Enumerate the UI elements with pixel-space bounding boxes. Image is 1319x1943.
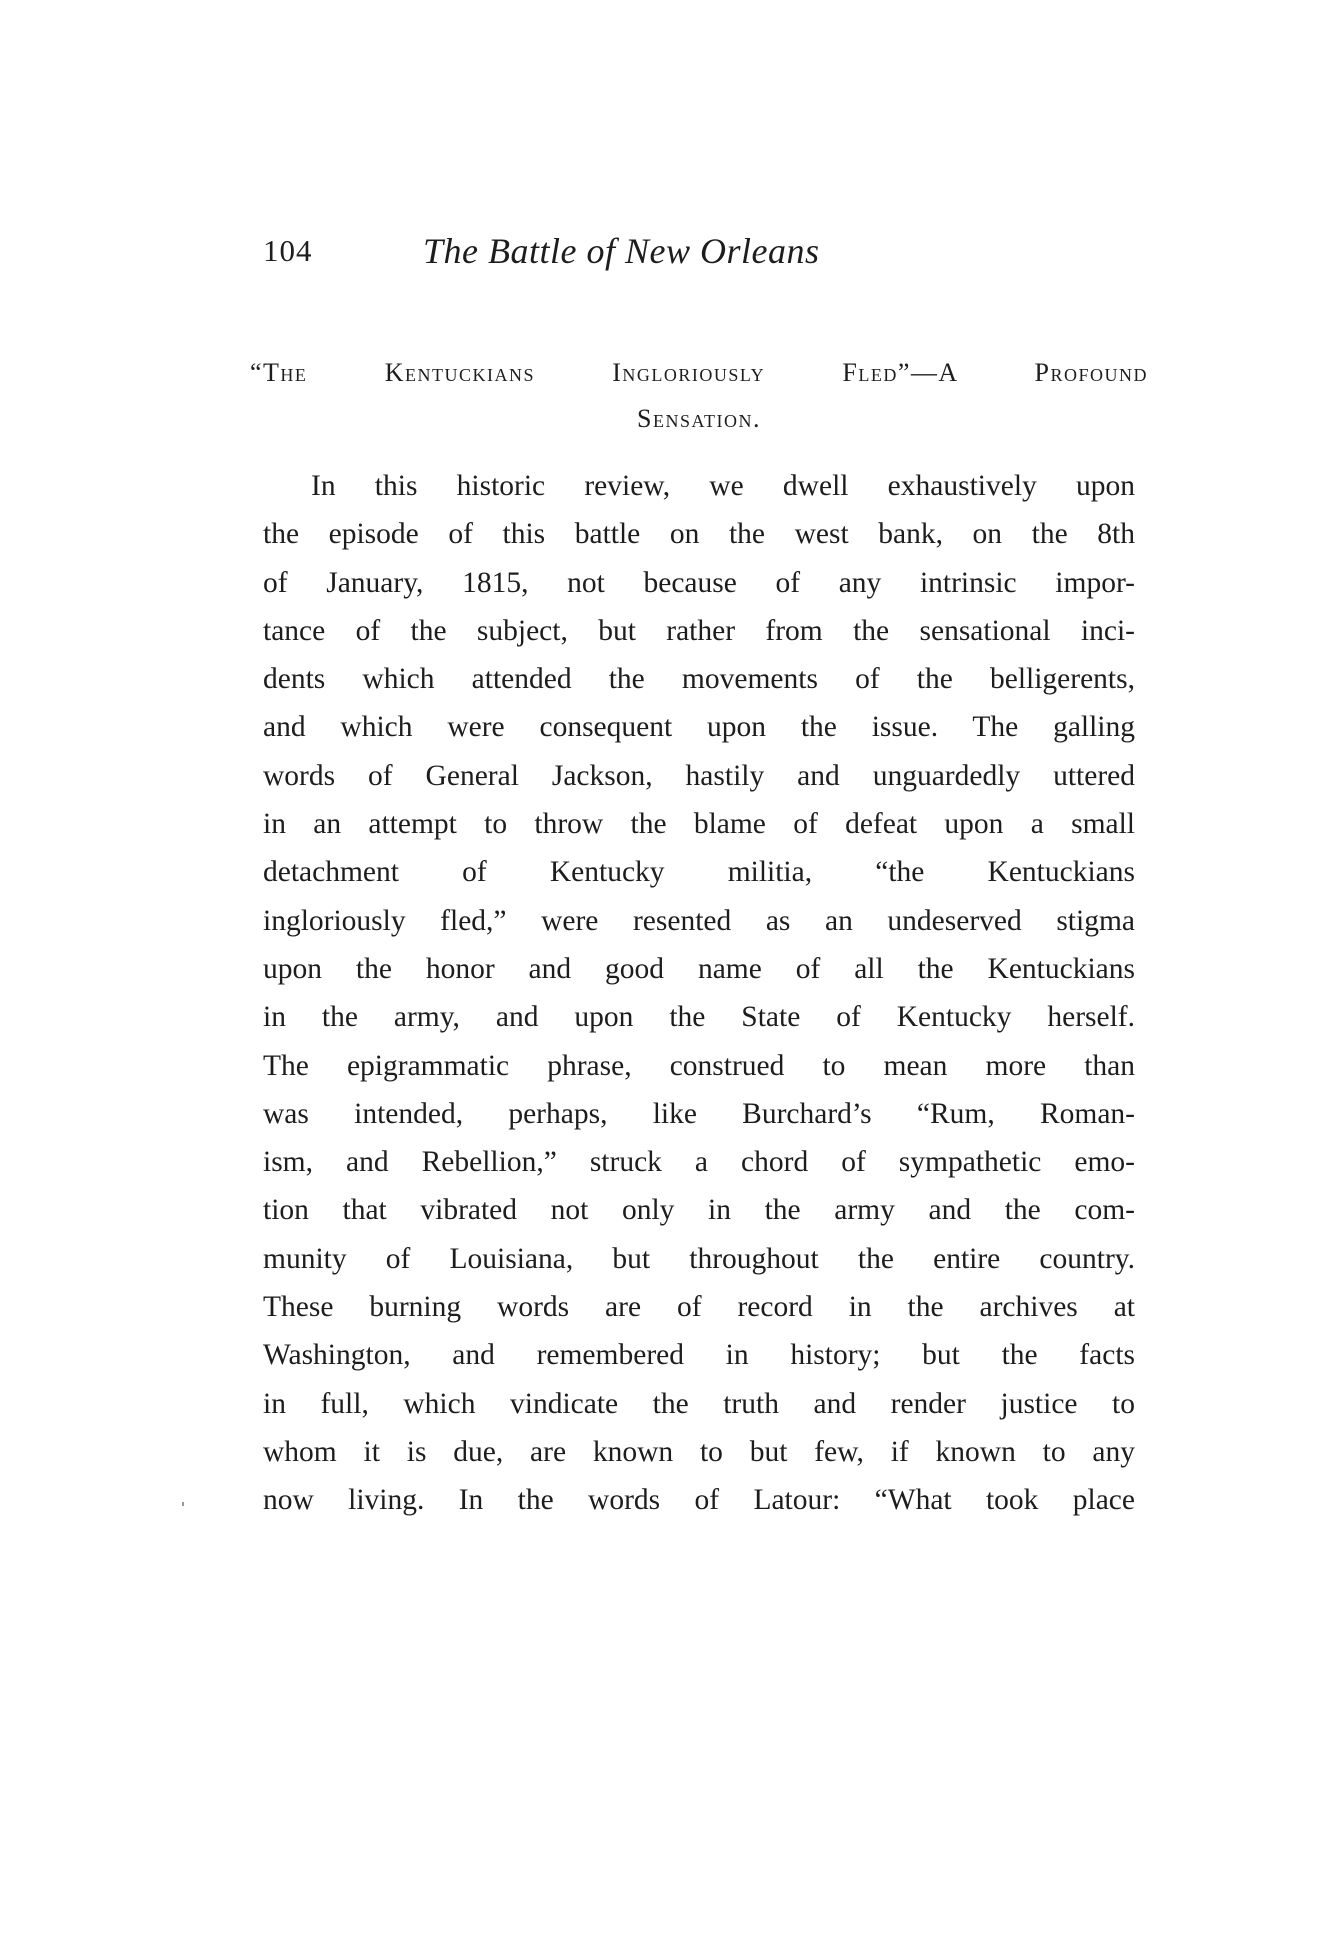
scan-speck	[182, 1502, 184, 1506]
text-line: detachment of Kentucky militia, “the Kentuckians	[263, 856, 1135, 889]
text-line: tion that vibrated not only in the army and the com-	[263, 1194, 1135, 1227]
text-line: dents which attended the movements of the belligerents,	[263, 663, 1135, 696]
section-heading-line-1: “The Kentuckians Ingloriously Fled”—A Profound	[250, 358, 1148, 387]
text-line: These burning words are of record in the archives at	[263, 1291, 1135, 1324]
text-line: In this historic review, we dwell exhaustively upon	[311, 470, 1135, 502]
text-line: words of General Jackson, hastily and unguardedly uttered	[263, 759, 1135, 792]
text-line: the episode of this battle on the west bank, on the 8th	[263, 518, 1135, 551]
book-title: The Battle of New Orleans	[423, 231, 820, 271]
text-line: tance of the subject, but rather from the sensational inci-	[263, 614, 1135, 647]
text-line: in an attempt to throw the blame of defeat upon a small	[263, 808, 1135, 841]
text-line: Washington, and remembered in history; but the facts	[263, 1339, 1135, 1372]
text-line: The epigrammatic phrase, construed to mean more than	[263, 1049, 1135, 1082]
section-heading	[250, 350, 1148, 442]
body-paragraph	[263, 462, 1135, 1525]
text-line: of January, 1815, not because of any intrinsic impor-	[263, 566, 1135, 599]
text-line: ism, and Rebellion,” struck a chord of sympathetic emo-	[263, 1146, 1135, 1179]
text-line: was intended, perhaps, like Burchard’s “Rum, Roman-	[263, 1097, 1135, 1130]
text-line: munity of Louisiana, but throughout the entire country.	[263, 1242, 1135, 1275]
text-line: and which were consequent upon the issue. The galling	[263, 711, 1135, 744]
section-heading-line-2: Sensation.	[637, 404, 761, 433]
text-line: in full, which vindicate the truth and render justice to	[263, 1387, 1135, 1420]
running-head	[263, 226, 1161, 276]
text-line: now living. In the words of Latour: “What took place	[263, 1484, 1135, 1517]
text-line: in the army, and upon the State of Kentucky herself.	[263, 1001, 1135, 1034]
page-number: 104	[263, 233, 313, 268]
text-line: ingloriously fled,” were resented as an undeserved stigma	[263, 904, 1135, 937]
text-line: upon the honor and good name of all the Kentuckians	[263, 952, 1135, 985]
text-line: whom it is due, are known to but few, if known to any	[263, 1435, 1135, 1468]
